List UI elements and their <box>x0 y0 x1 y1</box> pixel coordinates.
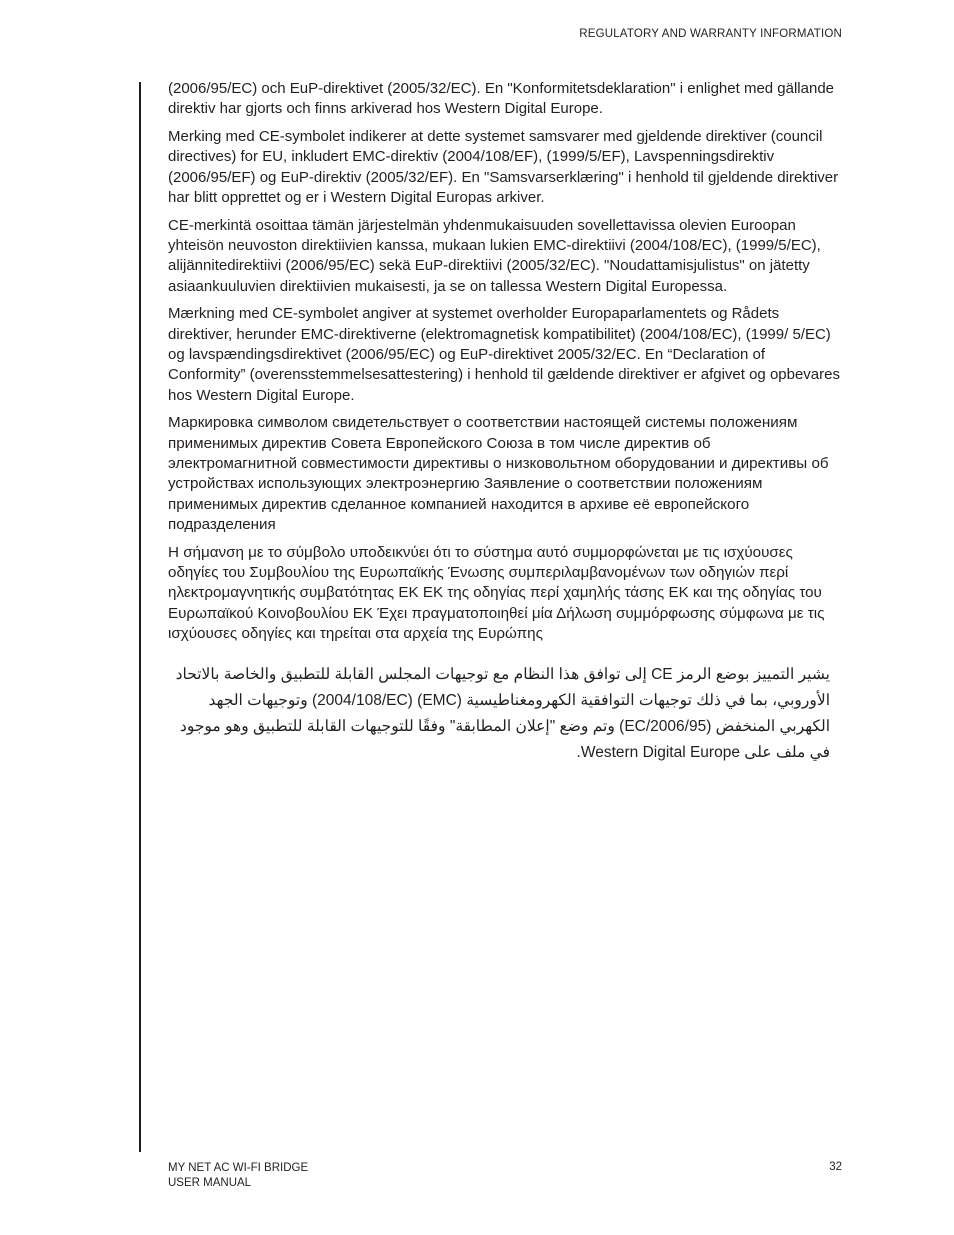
page-content <box>168 79 842 774</box>
paragraph-finnish: CE-merkintä osoittaa tämän järjestelmän yhdenmukaisuuden sovellettavissa olevien Euroopan yhteisön neuvoston direktiivien kanssa, mukaan lukien EMC-direktiivi (2004/108/EC), (1999/5/EC), alijännitedirektiivi (2006/95/EC) sekä EuP-direktiivi (2005/32/EC). "Noudattamisjulistus" on jätetty asiaankuuluvien direktiivien mukaisesti, ja se on tallessa Western Digital Europessa. <box>168 216 821 295</box>
paragraph-swedish: (2006/95/EC) och EuP-direktivet (2005/32/EC). En "Konformitetsdeklaration" i enlighet med gällande direktiv har gjorts och finns arkiverad hos Western Digital Europe. <box>168 80 835 118</box>
page-number: 32 <box>829 1161 842 1173</box>
footer-manual-label: USER MANUAL <box>168 1177 252 1189</box>
footer-product-name: MY NET AC WI-FI BRIDGE <box>168 1162 309 1174</box>
paragraph-norwegian: Merking med CE-symbolet indikerer at dette systemet samsvarer med gjeldende direktiver (council directives) for EU, inkludert EMC-direktiv (2004/108/EF), (1999/5/EF), Lavspenningsdirektiv (2006/95/EF) og EuP-direktiv (2005/32/EF). En "Samsvarserklæring" i henhold til gjeldende direktiver har blitt opprettet og er i Western Digital Europas arkiver. <box>168 128 839 206</box>
paragraph-arabic: يشير التمييز بوضع الرمز CE إلى توافق هذا النظام مع توجيهات المجلس القابلة للتطبيق والخاصة بالاتحاد الأوروبي، بما في ذلك توجيهات التوافقية الكهرومغناطيسية (EMC) (2004/108/EC) وتوجيهات الجهد الكهربي المنخفض (2006/95/EC) وتم وضع "إعلان المطابقة" وفقًا للتوجيهات القابلة للتطبيق وهو موجود في ملف على Western Digital Europe. <box>175 666 830 762</box>
paragraph-greek: Η σήμανση με το σύμβολο υποδεικνύει ότι το σύστημα αυτό συμμορφώνεται με τις ισχύουσες οδηγίες του Συμβουλίου της Ευρωπαϊκής Ένωσης συμπεριλαμβανομένων των οδηγιών περί ηλεκτρομαγνητικής συμβατότητας ΕΚ ΕΚ της οδηγίας περί χαμηλής τάσης ΕΚ και της οδηγίας του Ευρωπαϊκού Κοινοβουλίου ΕΚ Έχει πραγματοποιηθεί μία Δήλωση συμμόρφωσης σύμφωνα με τις ισχύουσες οδηγίες και τηρείται στα αρχεία της Ευρώπης <box>168 543 825 642</box>
footer-product <box>168 1161 308 1191</box>
paragraph-russian: Маркировка символом свидетельствует о соответствии настоящей системы положениям применимых директив Совета Европейского Союза в том числе директив об электромагнитной совместимости директивы о низковольтном оборудовании и директивы об устройствах использующих электроэнергию Заявление о соответствии положениям применимых директив сделанное компанией находится в архиве её европейского подразделения <box>168 414 829 533</box>
paragraph-danish: Mærkning med CE-symbolet angiver at systemet overholder Europaparlamentets og Rådets direktiver, herunder EMC-direktiverne (elektromagnetisk kompatibilitet) (2004/108/EC), (1999/ 5/EC) og lavspændingsdirektivet (2006/95/EC) og EuP-direktivet 2005/32/EC. En “Declaration of Conformity” (overensstemmelsesattestering) i henhold til gældende direktiver er afgivet og opbevares hos Western Digital Europe. <box>168 305 840 404</box>
margin-rule <box>139 82 141 1152</box>
page-header: REGULATORY AND WARRANTY INFORMATION <box>579 28 842 40</box>
